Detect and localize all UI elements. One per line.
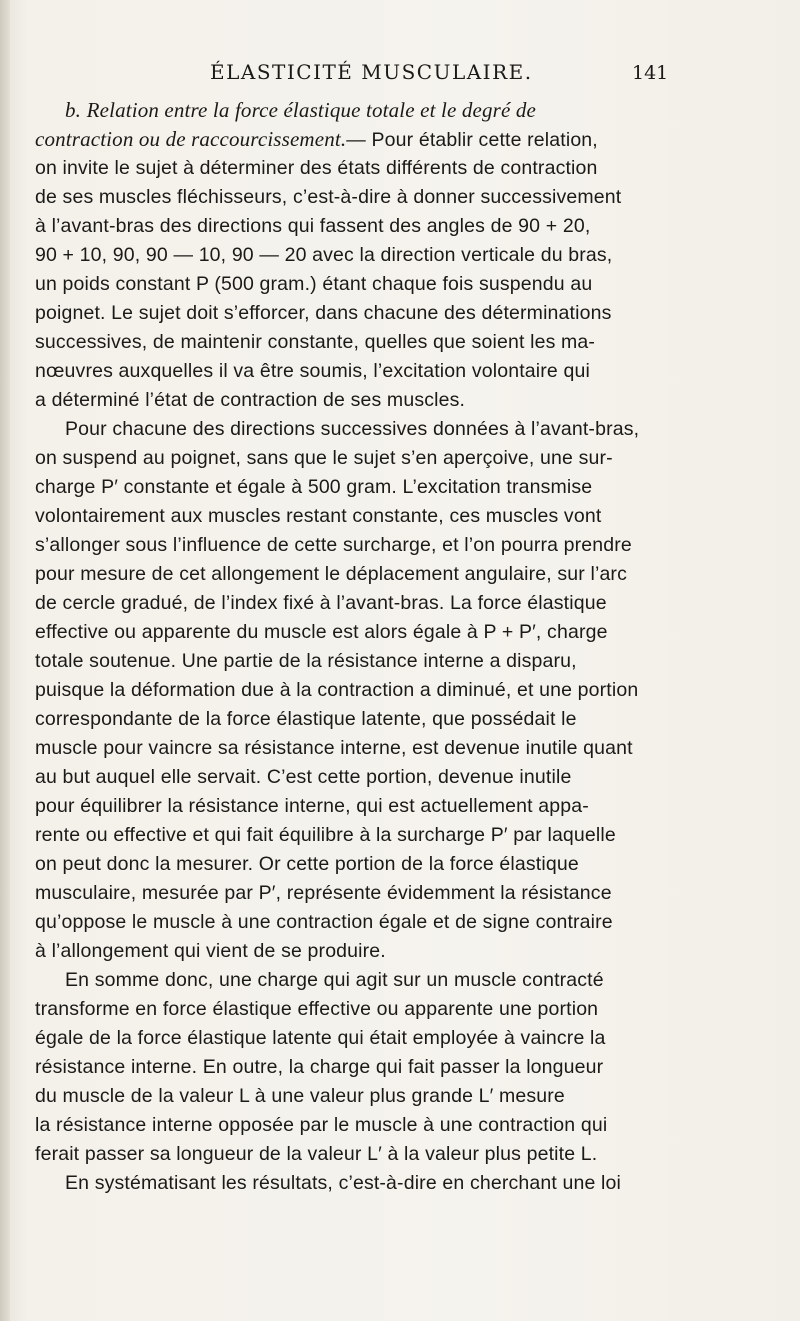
text-line: totale soutenue. Une partie de la résistance interne a disparu,	[35, 650, 577, 672]
running-head: ÉLASTICITÉ MUSCULAIRE.	[210, 60, 533, 84]
text-line: on peut donc la mesurer. Or cette portion de la force élastique	[35, 853, 579, 875]
section-title-tail: — Pour établir cette relation,	[346, 129, 598, 151]
text-line: successives, de maintenir constante, quelles que soient les ma-	[35, 331, 596, 353]
text-line: nœuvres auxquelles il va être soumis, l’excitation volontaire qui	[35, 360, 590, 382]
text-line: muscle pour vaincre sa résistance interne, est devenue inutile quant	[35, 737, 633, 759]
text-line: pour équilibrer la résistance interne, qui est actuellement appa-	[35, 795, 589, 817]
text-line: à l’allongement qui vient de se produire.	[35, 940, 386, 962]
paragraph-start: En systématisant les résultats, c’est-à-dire en cherchant une loi	[65, 1172, 622, 1194]
text-line: du muscle de la valeur L à une valeur plus grande L′ mesure	[35, 1085, 565, 1107]
text-line: poignet. Le sujet doit s’efforcer, dans chacune des déterminations	[35, 302, 612, 324]
text-line: un poids constant P (500 gram.) étant chaque fois suspendu au	[35, 273, 593, 295]
text-line: égale de la force élastique latente qui était employée à vaincre la	[35, 1027, 606, 1049]
text-line: a déterminé l’état de contraction de ses muscles.	[35, 389, 466, 411]
text-line: qu’oppose le muscle à une contraction égale et de signe contraire	[35, 911, 613, 933]
page-header	[0, 60, 800, 90]
text-line: de ses muscles fléchisseurs, c’est-à-dire à donner successivement	[35, 186, 622, 208]
page-number: 141	[632, 62, 669, 84]
binding-edge	[0, 0, 10, 1321]
text-line: correspondante de la force élastique latente, que possédait le	[35, 708, 577, 730]
section-title: Relation entre la force élastique totale et le degré de	[86, 98, 536, 122]
text-line: puisque la déformation due à la contraction a diminué, et une portion	[35, 679, 639, 701]
text-line: résistance interne. En outre, la charge qui fait passer la longueur	[35, 1056, 604, 1078]
text-line: à l’avant-bras des directions qui fassent des angles de 90 + 20,	[35, 215, 591, 237]
text-line: charge P′ constante et égale à 500 gram. L’excitation transmise	[35, 476, 593, 498]
text-line: transforme en force élastique effective ou apparente une portion	[35, 998, 599, 1020]
text-line: 90 + 10, 90, 90 — 10, 90 — 20 avec la direction verticale du bras,	[35, 244, 613, 266]
text-line: s’allonger sous l’influence de cette surcharge, et l’on pourra prendre	[35, 534, 632, 556]
text-line: rente ou effective et qui fait équilibre à la surcharge P′ par laquelle	[35, 824, 616, 846]
text-line: ferait passer sa longueur de la valeur L′ à la valeur plus petite L.	[35, 1143, 598, 1165]
text-line: on suspend au poignet, sans que le sujet s’en aperçoive, une sur-	[35, 447, 613, 469]
section-marker: b.	[65, 98, 82, 122]
paragraph-start: En somme donc, une charge qui agit sur un muscle contracté	[65, 969, 604, 991]
text-line: la résistance interne opposée par le muscle à une contraction qui	[35, 1114, 608, 1136]
text-line: au but auquel elle servait. C’est cette portion, devenue inutile	[35, 766, 572, 788]
text-line: effective ou apparente du muscle est alors égale à P + P′, charge	[35, 621, 608, 643]
text-line: volontairement aux muscles restant constante, ces muscles vont	[35, 505, 602, 527]
text-line: de cercle gradué, de l’index fixé à l’avant-bras. La force élastique	[35, 592, 607, 614]
text-line: pour mesure de cet allongement le déplacement angulaire, sur l’arc	[35, 563, 627, 585]
section-title-line	[35, 96, 775, 125]
section-title-continued: contraction ou de raccourcissement.	[35, 127, 347, 151]
body-text	[35, 96, 775, 1198]
text-line: musculaire, mesurée par P′, représente évidemment la résistance	[35, 882, 612, 904]
section-title-line-2	[35, 125, 775, 154]
text-line: on invite le sujet à déterminer des états différents de contraction	[35, 157, 598, 179]
paragraph-start: Pour chacune des directions successives données à l’avant-bras,	[65, 418, 640, 440]
